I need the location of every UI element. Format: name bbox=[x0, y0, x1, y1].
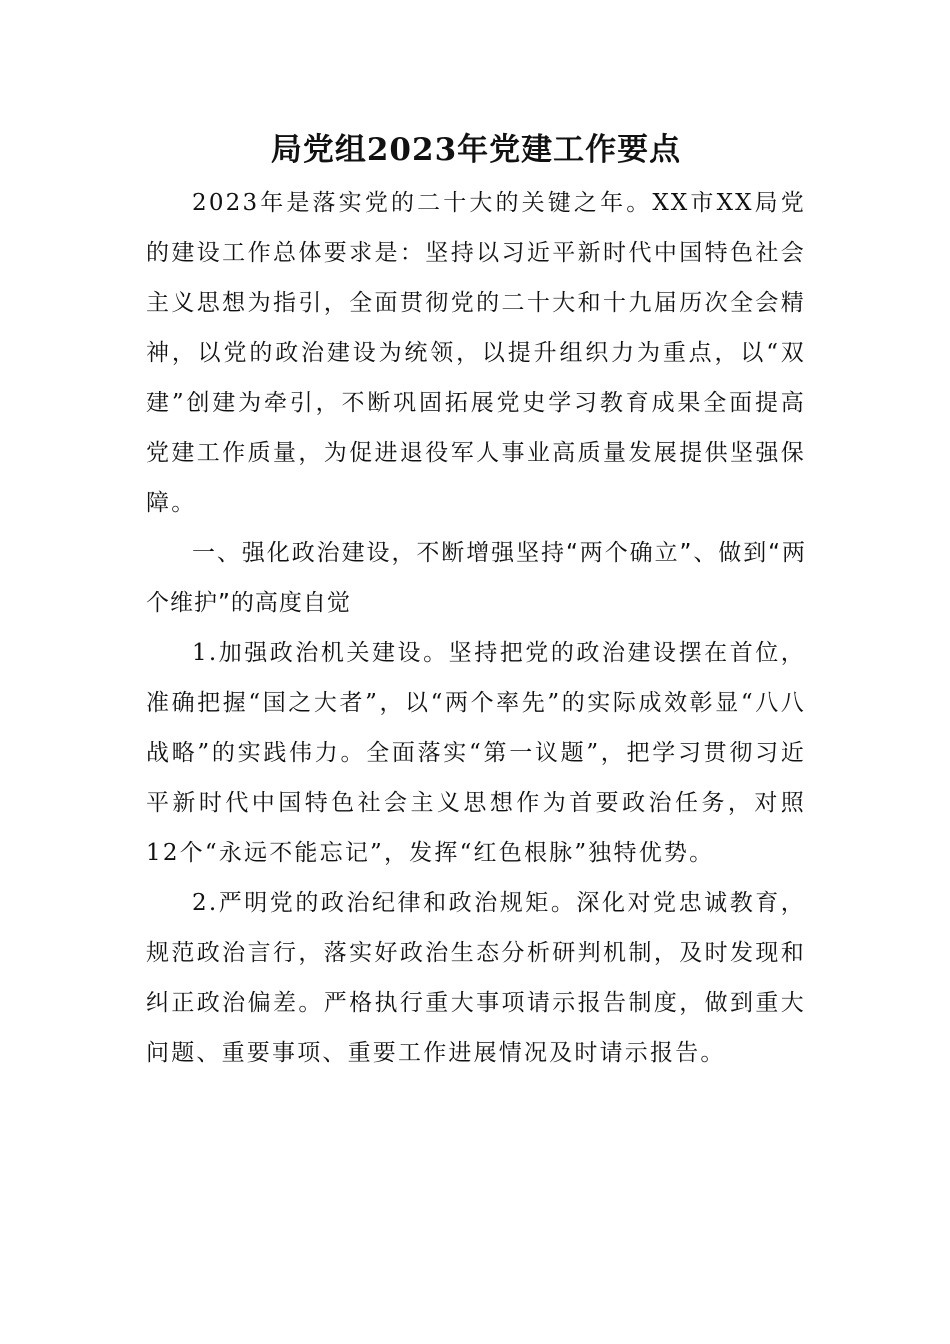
section1-item-1: 1.加强政治机关建设。坚持把党的政治建设摆在首位，准确把握“国之大者”，以“两个率先”的实际成效彰显“八八战略”的实践伟力。全面落实“第一议题”，把学习贯彻习近平新时代中国特色社会主义思想作为首要政治任务，对照12个“永远不能忘记”，发挥“红色根脉”独特优势。 bbox=[146, 640, 806, 866]
section1-item-2: 2.严明党的政治纪律和政治规矩。深化对党忠诚教育，规范政治言行，落实好政治生态分析研判机制，及时发现和纠正政治偏差。严格执行重大事项请示报告制度，做到重大问题、重要事项、重要工作进展情况及时请示报告。 bbox=[146, 890, 806, 1066]
section-heading-1: 一、强化政治建设，不断增强坚持“两个确立”、做到“两个维护”的高度自觉 bbox=[146, 540, 806, 616]
document-title: 局党组2023年党建工作要点 bbox=[270, 132, 682, 168]
intro-paragraph: 2023年是落实党的二十大的关键之年。XX市XX局党的建设工作总体要求是：坚持以习近平新时代中国特色社会主义思想为指引，全面贯彻党的二十大和十九届历次全会精神，以党的政治建设为统领，以提升组织力为重点，以“双建”创建为牵引，不断巩固拓展党史学习教育成果全面提高党建工作质量，为促进退役军人事业高质量发展提供坚强保障。 bbox=[146, 190, 806, 516]
document-page bbox=[146, 122, 806, 1078]
